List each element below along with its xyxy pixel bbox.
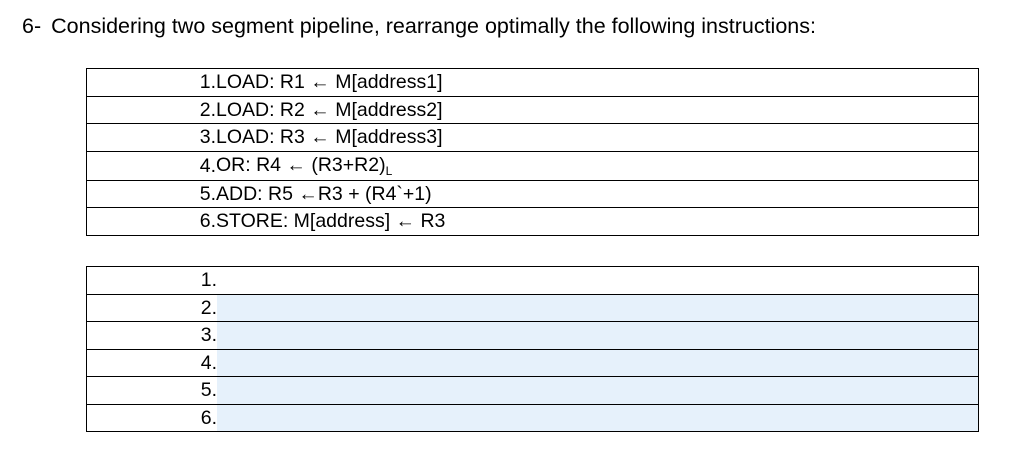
question-text — [22, 14, 816, 39]
answer-field-2[interactable] — [217, 294, 979, 322]
instruction-row — [87, 69, 979, 97]
instruction-row — [87, 124, 979, 152]
answer-field-4[interactable] — [217, 349, 979, 377]
instruction-text-cell — [216, 151, 979, 180]
instruction-text: STORE: M[address] ← R3 — [216, 208, 979, 236]
answer-number: 1. — [87, 267, 218, 295]
answer-number: 2. — [87, 294, 218, 322]
instruction-row — [87, 151, 979, 180]
instruction-row — [87, 96, 979, 124]
answer-row — [87, 267, 979, 295]
answer-field-5[interactable] — [217, 377, 979, 405]
instruction-number: 5. — [87, 180, 217, 208]
instruction-row — [87, 208, 979, 236]
instruction-text: LOAD: R3 ← M[address3] — [216, 124, 979, 152]
instructions-table — [86, 68, 979, 236]
question-prompt: Considering two segment pipeline, rearrange optimally the following instructions: — [51, 14, 816, 38]
answer-row — [87, 404, 979, 432]
answer-row — [87, 377, 979, 405]
answer-table — [86, 266, 979, 432]
instruction-number: 3. — [87, 124, 217, 152]
instruction-text: OR: R4 ← (R3+R2) — [216, 153, 386, 176]
instruction-number: 2. — [87, 96, 217, 124]
instruction-text: LOAD: R1 ← M[address1] — [216, 69, 979, 97]
instruction-number: 6. — [87, 208, 217, 236]
answer-field-3[interactable] — [217, 322, 979, 350]
question-number: 6- — [22, 14, 42, 38]
answer-number: 3. — [87, 322, 218, 350]
instruction-number: 4. — [87, 151, 217, 180]
answer-number: 4. — [87, 349, 218, 377]
answer-field-1[interactable] — [217, 267, 979, 295]
answer-number: 6. — [87, 404, 218, 432]
instruction-row — [87, 180, 979, 208]
answer-field-6[interactable] — [217, 404, 979, 432]
instruction-text: LOAD: R2 ← M[address2] — [216, 96, 979, 124]
instruction-subscript: L — [385, 163, 393, 178]
instruction-number: 1. — [87, 69, 217, 97]
instruction-text: ADD: R5 ←R3 + (R4`+1) — [216, 180, 979, 208]
answer-row — [87, 294, 979, 322]
answer-number: 5. — [87, 377, 218, 405]
answer-row — [87, 322, 979, 350]
answer-row — [87, 349, 979, 377]
